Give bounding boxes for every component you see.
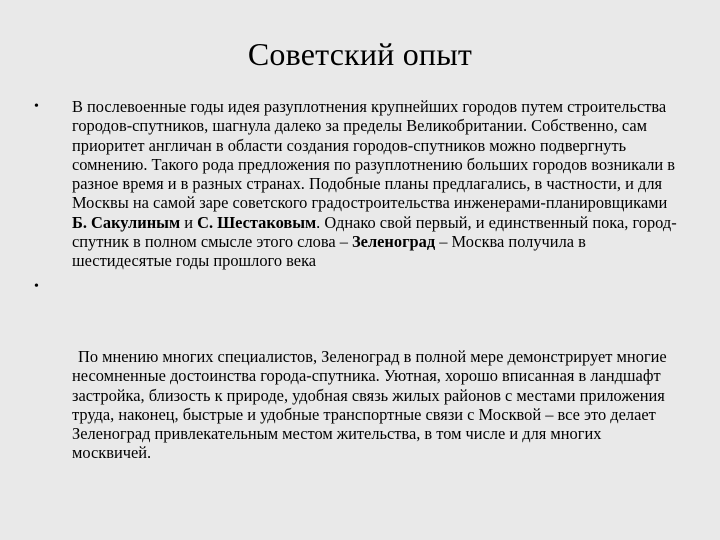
bullet-item-2 <box>34 277 684 296</box>
paragraph-zelenograd <box>72 347 684 463</box>
bullet-item-1 <box>34 97 684 271</box>
bullet-mark-1: • <box>34 99 39 114</box>
bullet1-connector: и <box>184 212 193 232</box>
bullet1-city-name: Зеленоград <box>352 232 436 252</box>
bullet-list <box>34 97 684 296</box>
bullet1-text-end: – Москва получила в шестидесятые годы прошлого века <box>72 232 586 271</box>
bullet-mark-2: • <box>34 278 39 294</box>
bullet1-text-intro: В послевоенные годы идея разуплотнения крупнейших городов путем строительства городов-спутников, шагнула далеко за пределы Великобритании. Собственно, сам приоритет англичан в области создания городов-спутников можно подвергнуть сомнению. Такого рода предложения по разуплотнению больших городов возникали в разное время и в разных странах. Подобные планы предлагались, в частности, и для Москвы на самой заре советского градостроительства инженерами-планировщиками <box>72 97 676 213</box>
bullet1-name-sakulin: Б. Сакулиным <box>72 212 181 232</box>
slide-title: Советский опыт <box>247 36 473 72</box>
bullet1-name-shestakov: С. Шестаковым <box>197 212 317 232</box>
paragraph-2-text: По мнению многих специалистов, Зеленоград в полной мере демонстрирует многие несомненные достоинства города-спутника. Уютная, хорошо вписанная в ландшафт застройка, близость к природе, удобная связь жилых районов с местами приложения труда, наконец, быстрые и удобные транспортные связи с Москвой – все это делает Зеленоград привлекательным местом жительства, в том числе и для многих москвичей. <box>72 347 667 463</box>
bullet1-text-middle: . Однако свой первый, и единственный пока, город-спутник в полном смысле этого слова – <box>72 212 677 252</box>
